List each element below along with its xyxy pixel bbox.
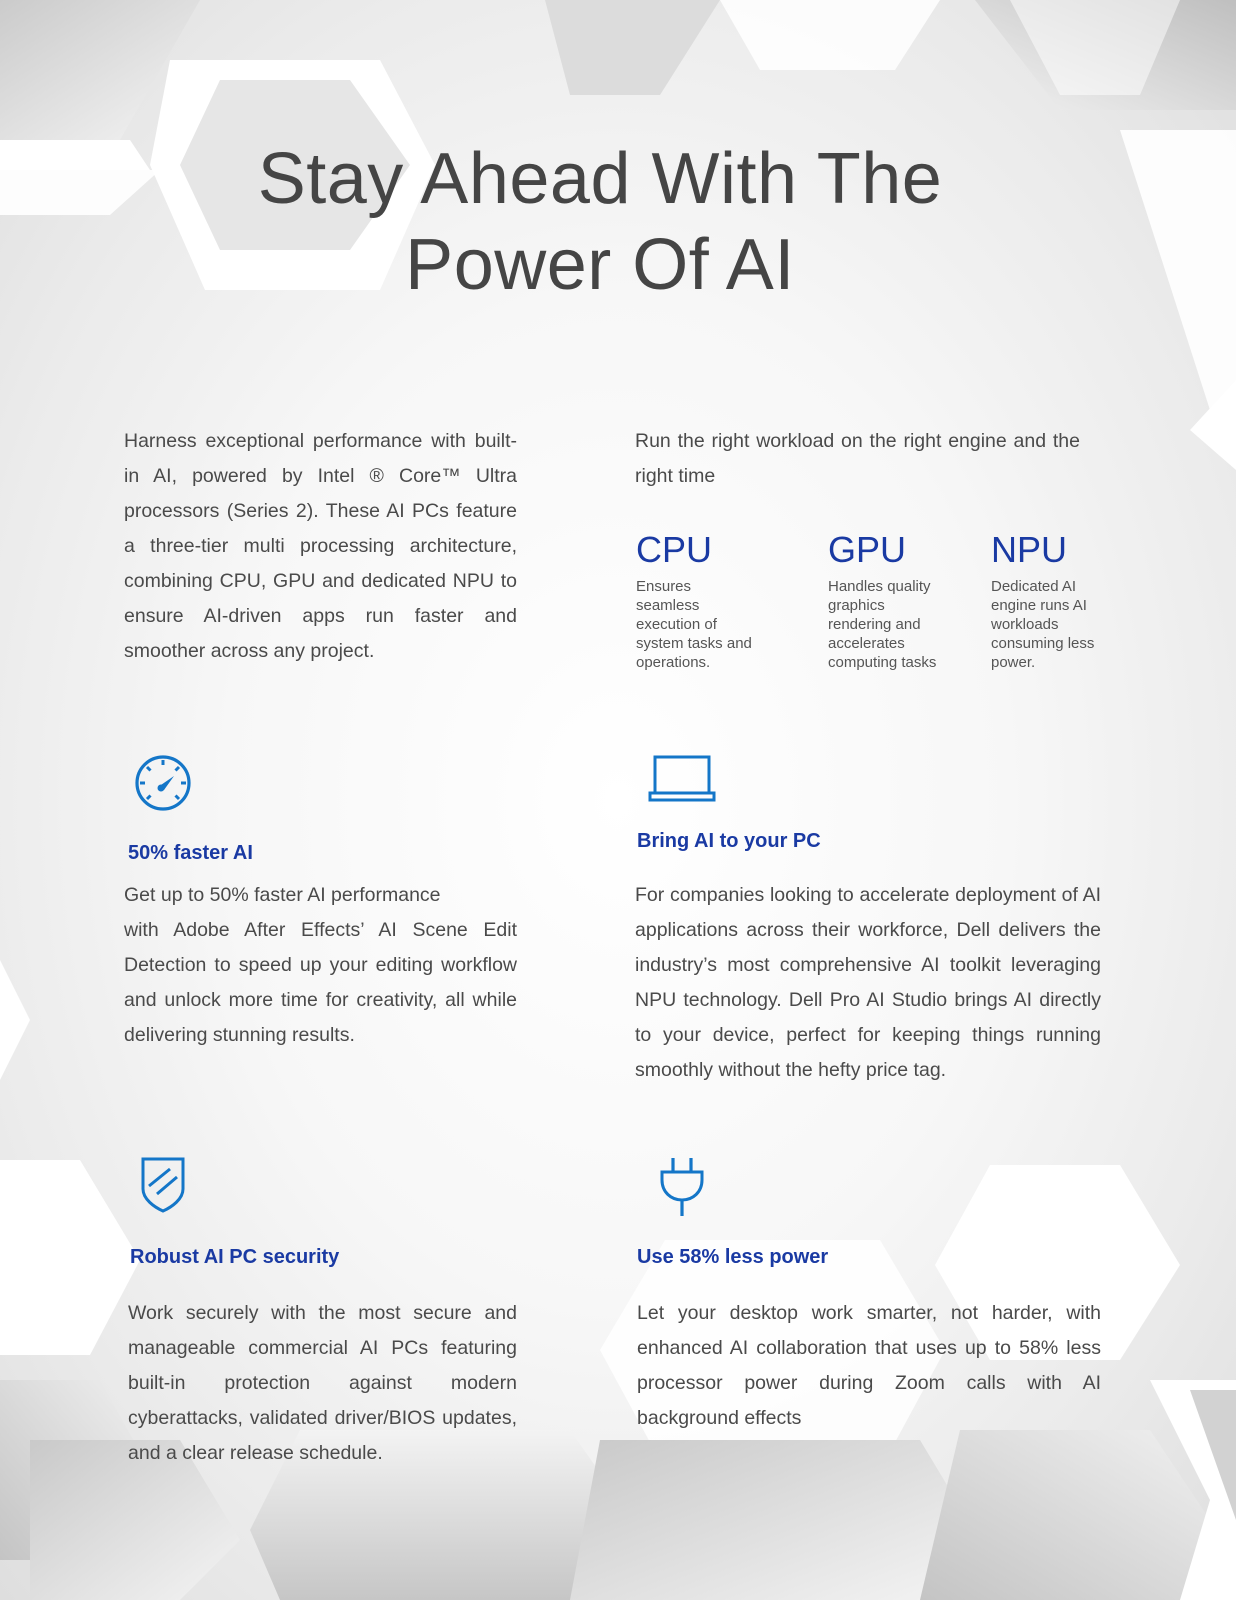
engine-name: NPU [991,529,1068,570]
feature-body: For companies looking to accelerate deployment of AI applications across their workforce, Dell delivers the industry’s most comprehensive AI toolkit leveraging NPU technology. Dell Pro AI Studio brings AI directly to your device, perfect for keeping things running smoothly without the hefty price tag. [635,884,1101,1081]
feature-title: Use 58% less power [637,1246,829,1268]
speedometer-icon [134,754,192,812]
page-title-line-2: Power Of AI [405,225,795,305]
power-plug-icon [658,1156,706,1218]
shield-icon [140,1156,186,1214]
feature-lead: Get up to 50% faster AI performance [124,884,441,906]
feature-body: Work securely with the most secure and manageable commercial AI PCs featuring built-in protection against modern cyberattacks, validated driver/BIOS updates, and a clear release schedule. [128,1302,517,1464]
engine-name: CPU [636,529,713,570]
engine-name: GPU [828,529,907,570]
page-title-line-1: Stay Ahead With The [257,139,943,219]
engine-description: Handles quality graphics rendering and accelerates computing tasks [828,578,937,671]
engine-description: Ensures seamless execution of system tasks and operations. [636,578,752,671]
workload-paragraph: Run the right workload on the right engine and the right time [635,430,1080,487]
feature-description [124,878,517,1053]
feature-title: Bring AI to your PC [637,830,821,852]
laptop-icon [648,754,716,804]
page-title [0,136,1200,308]
feature-title: 50% faster AI [128,842,253,864]
feature-title: Robust AI PC security [130,1246,340,1268]
feature-body: Let your desktop work smarter, not harder, with enhanced AI collaboration that uses up to 58% less processor power during Zoom calls with AI background effects [637,1302,1101,1429]
engine-description: Dedicated AI engine runs AI workloads consuming less power. [991,578,1095,671]
feature-body: with Adobe After Effects’ AI Scene Edit Detection to speed up your editing workflow and unlock more time for creativity, all while delivering stunning results. [124,919,517,1046]
intro-paragraph: Harness exceptional performance with built-in AI, powered by Intel ® Core™ Ultra processors (Series 2). These AI PCs feature a three-tier multi processing architecture, combining CPU, GPU and dedicated NPU to ensure AI-driven apps run faster and smoother across any project. [124,430,517,662]
